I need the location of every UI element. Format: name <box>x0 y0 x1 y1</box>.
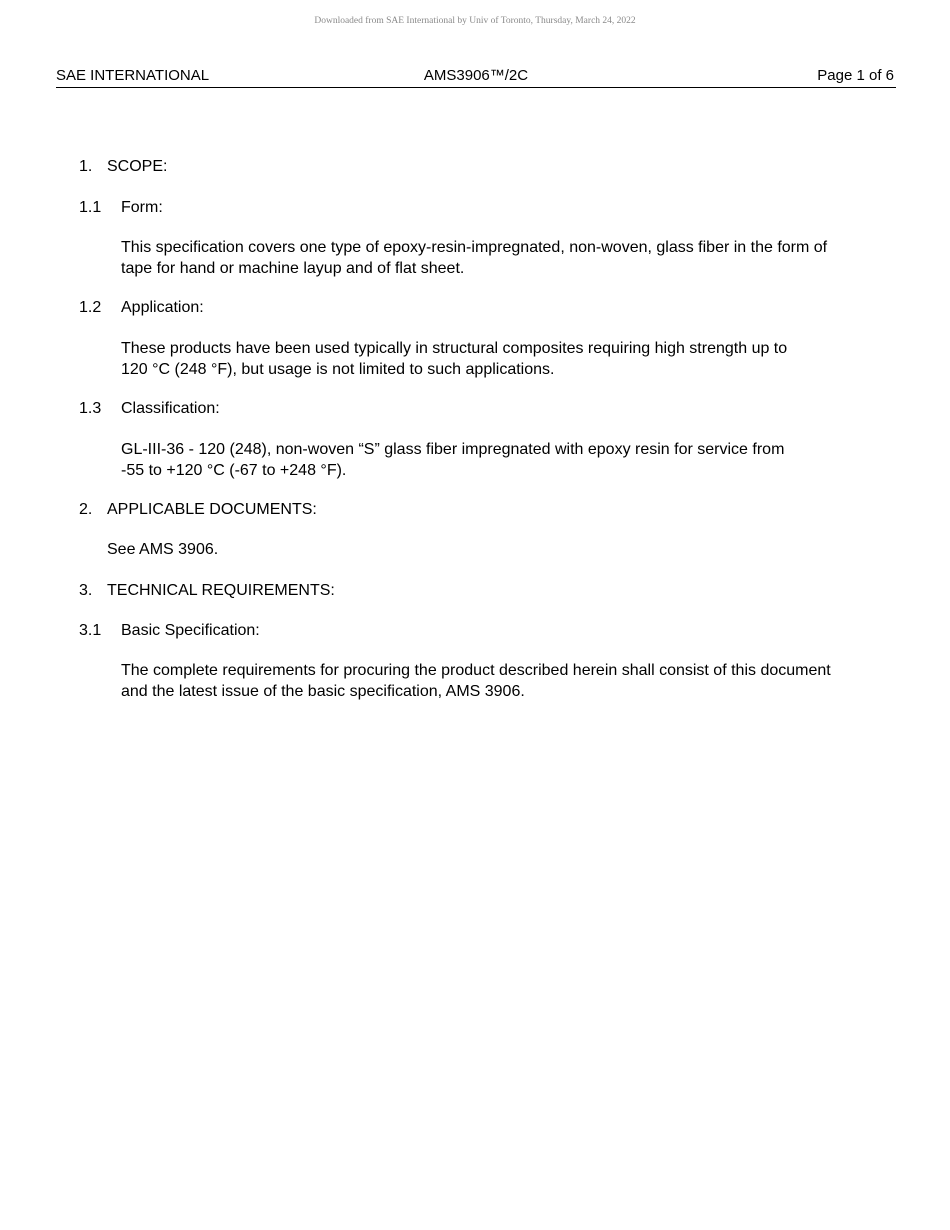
section-title: SCOPE: <box>107 158 168 175</box>
section-title: Form: <box>121 199 163 216</box>
section-number: 1.3 <box>79 400 102 417</box>
section-title: Application: <box>121 299 204 316</box>
section-number: 1. <box>79 158 93 175</box>
section-title: TECHNICAL REQUIREMENTS: <box>107 582 335 599</box>
section-3-1-paragraph <box>121 661 891 702</box>
paragraph-line: GL-III-36 - 120 (248), non-woven “S” glass fiber impregnated with epoxy resin for service from <box>121 441 785 458</box>
page-header <box>56 66 896 88</box>
paragraph-line: These products have been used typically in structural composites requiring high strength up to <box>121 340 788 357</box>
paragraph-line: -55 to +120 °C (-67 to +248 °F). <box>121 461 347 479</box>
section-1-1-paragraph <box>121 238 891 279</box>
section-1-2-paragraph <box>121 339 891 380</box>
section-number: 2. <box>79 501 93 518</box>
section-1-3-paragraph <box>121 440 891 481</box>
section-number: 1.2 <box>79 299 102 316</box>
paragraph-line: The complete requirements for procuring the product described herein shall consist of this document <box>121 662 831 679</box>
section-number: 1.1 <box>79 199 102 216</box>
section-number: 3.1 <box>79 622 102 639</box>
header-document-number: AMS3906™/2C <box>423 67 529 84</box>
section-title: Classification: <box>121 400 220 417</box>
paragraph-line: This specification covers one type of epoxy-resin-impregnated, non-woven, glass fiber in the form of <box>121 239 828 256</box>
section-title: Basic Specification: <box>121 622 260 639</box>
header-organization: SAE INTERNATIONAL <box>56 67 210 84</box>
section-2-body: See AMS 3906. <box>107 541 219 558</box>
section-number: 3. <box>79 582 93 599</box>
paragraph-line: tape for hand or machine layup and of flat sheet. <box>121 259 465 277</box>
section-title: APPLICABLE DOCUMENTS: <box>107 501 317 518</box>
paragraph-line: 120 °C (248 °F), but usage is not limited to such applications. <box>121 360 555 378</box>
paragraph-line: and the latest issue of the basic specification, AMS 3906. <box>121 682 525 700</box>
download-watermark: Downloaded from SAE International by Univ of Toronto, Thursday, March 24, 2022 <box>314 16 636 26</box>
header-page-number: Page 1 of 6 <box>817 67 894 84</box>
